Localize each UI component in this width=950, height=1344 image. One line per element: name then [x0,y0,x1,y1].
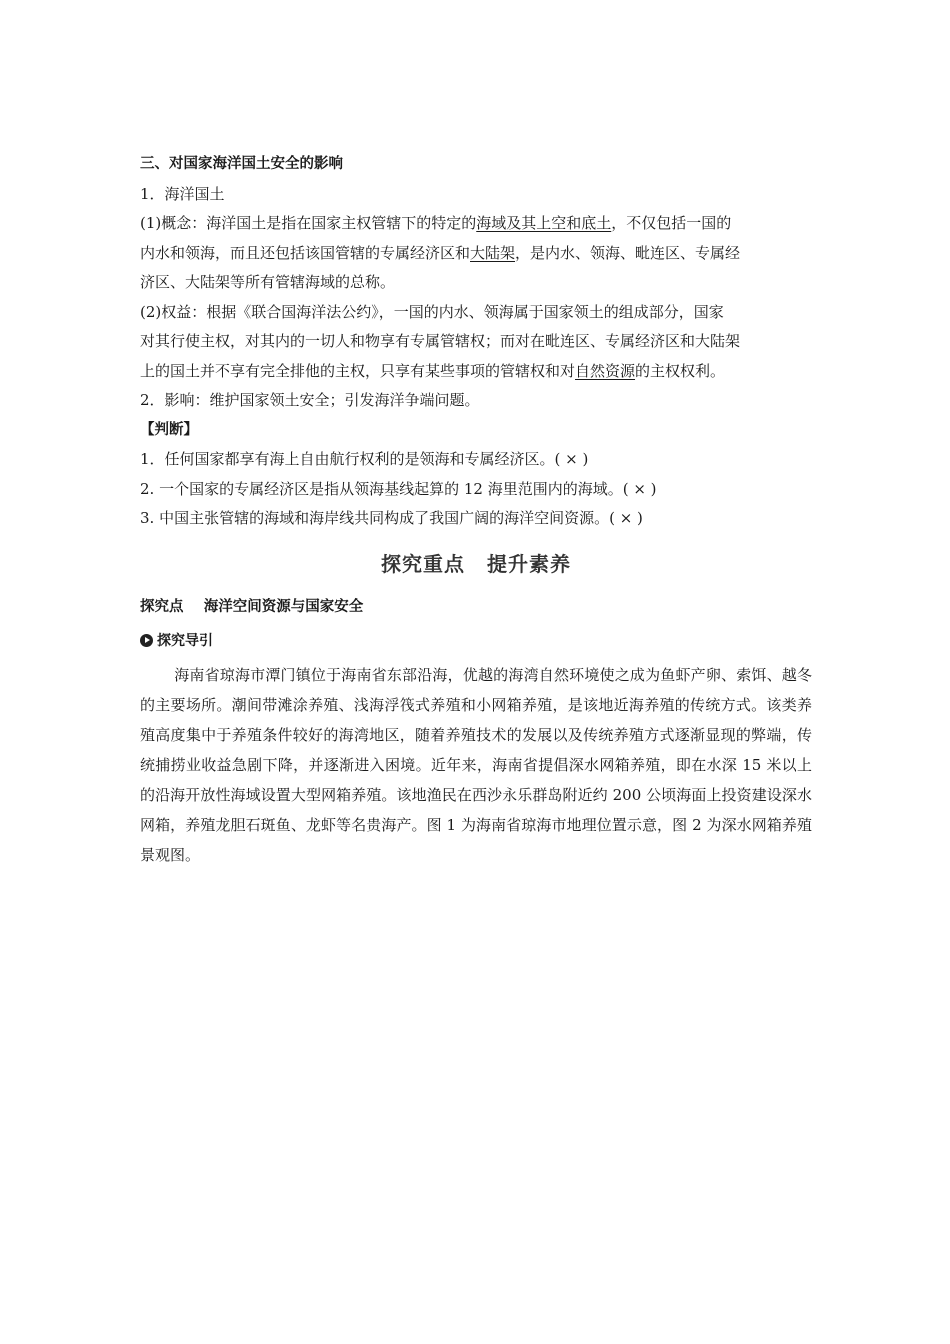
explore-title-left: 探究重点 [381,551,465,576]
rights-line-1: (2)权益：根据《联合国海洋法公约》，一国的内水、领海属于国家领土的组成部分，国家 [140,302,724,321]
rights-line-3 [140,357,812,387]
explore-passage [140,660,812,870]
judge-item-3: 3. 中国主张管辖的海域和海岸线共同构成了我国广阔的海洋空间资源。( × ) [140,509,643,527]
item-2-influence: 2．影响：维护国家领土安全；引发海洋争端问题。 [140,391,480,409]
concept-text: ，是内水、领海、毗连区、专属经 [515,243,741,262]
rights-line-2: 对其行使主权，对其内的一切人和物享有专属管辖权；而对在毗连区、专属经济区和大陆架 [140,332,741,350]
item-1-title: 1．海洋国土 [140,184,225,203]
explore-title [140,548,812,577]
concept-underline: 大陆架 [470,243,516,262]
explore-point-heading: 探究点 海洋空间资源与国家安全 [140,598,364,615]
concept-text: (1)概念：海洋国土是指在国家主权管辖下的特定的 [140,214,477,232]
content-area [140,150,812,870]
judge-title: 【判断】 [140,421,198,438]
judge-item-2: 2. 一个国家的专属经济区是指从领海基线起算的 12 海里范围内的海域。( × ) [140,479,657,498]
judge-item-1: 1．任何国家都享有海上自由航行权利的是领海和专属经济区。( × ) [140,450,589,468]
concept-underline: 海域及其上空和底土 [476,214,612,232]
concept-text: ，不仅包括一国的 [611,214,732,232]
rights-underline: 自然资源 [575,361,636,380]
explore-guide [140,630,812,650]
play-circle-icon [140,634,153,647]
section-heading: 三、对国家海洋国土安全的影响 [140,156,343,172]
rights-text: 的主权权利。 [635,361,726,380]
concept-line-1 [140,209,812,239]
explore-title-right: 提升素养 [487,551,571,576]
concept-line-2 [140,239,812,269]
rights-text: 上的国土并不享有完全排他的主权，只享有某些事项的管辖权和对 [140,361,576,380]
concept-line-3: 济区、大陆架等所有管辖海域的总称。 [140,273,396,291]
passage-text: 海南省琼海市潭门镇位于海南省东部沿海，优越的海湾自然环境使之成为鱼虾产卵、索饵、越冬的主要场所。潮间带滩涂养殖、浅海浮筏式养殖和小网箱养殖，是该地近海养殖的传统方式。该类养殖高度集中于养殖条件较好的海湾地区，随着养殖技术的发展以及传统养殖方式逐渐显现的弊端，传统捕捞业收益急剧下降，并逐渐进入困境。近年来，海南省提倡深水网箱养殖，即在水深 15 米以上的沿海开放性海域设置大型网箱养殖。该地渔民在西沙永乐群岛附近约 200 公顷海面上投资建设深水网箱，养殖龙胆石斑鱼、龙虾等名贵海产。图 1 为海南省琼海市地理位置示意，图 2 为深水网箱养殖景观图。 [140,666,812,864]
concept-text: 内水和领海，而且还包括该国管辖的专属经济区和 [140,243,471,262]
guide-label: 探究导引 [157,633,213,649]
